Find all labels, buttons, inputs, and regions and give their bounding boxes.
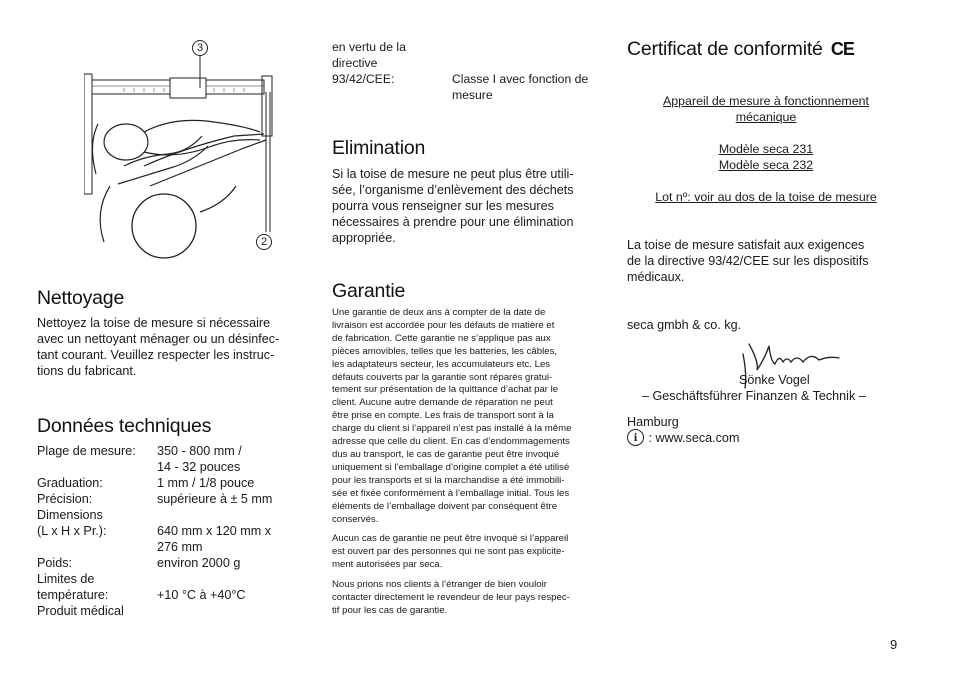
directive-label-line: directive xyxy=(332,56,378,70)
tech-value: 350 - 800 mm / xyxy=(157,444,242,458)
warranty-line: est ouvert par des personnes qui ne sont pas explicite- xyxy=(332,546,565,558)
cleaning-line: tions du fabricant. xyxy=(37,364,137,378)
ce-mark: CE xyxy=(830,39,854,59)
warranty-line: Nous prions nos clients à l’étranger de bien vouloir xyxy=(332,579,547,591)
tech-value: 276 mm xyxy=(157,540,203,554)
elimination-text xyxy=(332,166,607,246)
elimination-line: appropriée. xyxy=(332,231,396,245)
signer-name: Sönke Vogel xyxy=(739,373,810,387)
tech-heading: Données techniques xyxy=(37,415,212,437)
device-type-line-2: mécanique xyxy=(735,110,797,124)
directive-value-line: Classe I avec fonction de xyxy=(452,72,589,86)
tech-label: Limites de xyxy=(37,572,95,586)
warranty-line: charge du client si l’appareil n’est pas installé à la même xyxy=(332,423,572,435)
warranty-line: Aucun cas de garantie ne peut être invoqué si l’appareil xyxy=(332,533,569,545)
warranty-line: défauts couverts par la garantie sont réparés gratui- xyxy=(332,371,553,383)
directive-value xyxy=(452,71,612,103)
elimination-heading: Elimination xyxy=(332,137,426,159)
tech-table xyxy=(37,443,317,623)
warranty-line: tement sur présentation de la quittance d’achat par le xyxy=(332,384,559,396)
company-name: seca gmbh & co. kg. xyxy=(627,318,742,332)
cleaning-heading: Nettoyage xyxy=(37,287,125,309)
elimination-line: nécessaires à prendre pour une élimination xyxy=(332,215,574,229)
certificate-title: Certificat de conformité xyxy=(627,38,823,60)
warranty-paragraph-1 xyxy=(332,307,612,526)
warranty-paragraph-2 xyxy=(332,533,612,572)
directive-label-line: en vertu de la xyxy=(332,40,406,54)
page-number: 9 xyxy=(890,637,898,652)
warranty-line: uniquement si l’emballage d’origine complet a été utilisé xyxy=(332,461,570,473)
tech-value: +10 °C à +40°C xyxy=(157,588,246,602)
tech-value: environ 2000 g xyxy=(157,556,241,570)
tech-value: 14 - 32 pouces xyxy=(157,460,241,474)
tech-label: Précision: xyxy=(37,492,93,506)
warranty-paragraph-3 xyxy=(332,579,612,618)
callout-3: 3 xyxy=(192,40,208,56)
warranty-line: éléments de l’emballage doivent par conséquent être xyxy=(332,500,558,512)
warranty-line: de fabrication. Cette garantie ne s’applique pas aux xyxy=(332,332,551,344)
certificate-heading xyxy=(627,38,854,61)
info-row xyxy=(627,429,739,447)
measuring-illustration xyxy=(84,36,284,266)
cleaning-line: tant courant. Veuillez respecter les instruc- xyxy=(37,348,275,362)
elimination-line: Si la toise de mesure ne peut plus être utili- xyxy=(332,167,574,181)
warranty-text xyxy=(332,307,612,625)
cleaning-line: Nettoyez la toise de mesure si nécessaire xyxy=(37,316,271,330)
lot-number: Lot nº: voir au dos de la toise de mesure xyxy=(655,190,877,204)
warranty-line: client. Aucune autre demande de réparation ne peut xyxy=(332,397,553,409)
warranty-line: adresse que celle du client. En cas d’endommagements xyxy=(332,436,570,448)
warranty-line: pièces amovibles, telles que les batteries, les câbles, xyxy=(332,345,558,357)
tech-label: Dimensions xyxy=(37,508,103,522)
website-link[interactable]: : www.seca.com xyxy=(648,430,740,445)
warranty-line: ment autorisées par seca. xyxy=(332,559,443,571)
warranty-line: contacter directement le revendeur de leur pays respec- xyxy=(332,592,570,604)
callout-2: 2 xyxy=(256,234,272,250)
warranty-line: conservés. xyxy=(332,513,379,525)
tech-value: 640 mm x 120 mm x xyxy=(157,524,272,538)
directive-label-line: 93/42/CEE: xyxy=(332,72,395,86)
warranty-line: les adaptateurs secteur, les accumulateurs etc. Les xyxy=(332,358,551,370)
conformity-statement xyxy=(627,237,907,285)
warranty-line: sée et fixée conformément à l’emballage initial. Tous les xyxy=(332,487,570,499)
signer-title: – Geschäftsführer Finanzen & Technik – xyxy=(642,389,866,403)
statement-line: médicaux. xyxy=(627,270,685,284)
infant-measuring-drawing xyxy=(84,36,284,266)
warranty-line: être prise en compte. Les frais de transport sont à la xyxy=(332,410,554,422)
directive-value-line: mesure xyxy=(452,88,493,102)
model-231: Modèle seca 231 xyxy=(718,142,814,156)
tech-label: Poids: xyxy=(37,556,73,570)
tech-label: Plage de mesure: xyxy=(37,444,136,458)
city: Hamburg xyxy=(627,415,679,429)
tech-label: température: xyxy=(37,588,109,602)
tech-label: Graduation: xyxy=(37,476,103,490)
tech-label: Produit médical xyxy=(37,604,124,618)
model-232: Modèle seca 232 xyxy=(718,158,814,172)
info-icon: i xyxy=(627,429,644,446)
device-type-line-1: Appareil de mesure à fonctionnement xyxy=(663,94,869,108)
elimination-line: sée, l’organisme d’enlèvement des déchets xyxy=(332,183,574,197)
tech-value: 1 mm / 1/8 pouce xyxy=(157,476,255,490)
warranty-heading: Garantie xyxy=(332,280,406,302)
statement-line: La toise de mesure satisfait aux exigences xyxy=(627,238,865,252)
tech-label: (L x H x Pr.): xyxy=(37,524,107,538)
warranty-line: tif pour les cas de garantie. xyxy=(332,604,448,616)
tech-value: supérieure à ± 5 mm xyxy=(157,492,273,506)
warranty-line: pour les transports et si la marchandise a été immobili- xyxy=(332,474,565,486)
warranty-line: dus au transport, le cas de garantie peut être invoqué xyxy=(332,448,560,460)
warranty-line: livraison est accordée pour les défauts de matière et xyxy=(332,319,555,331)
statement-line: de la directive 93/42/CEE sur les dispositifs xyxy=(627,254,869,268)
cleaning-text xyxy=(37,315,307,379)
directive-label xyxy=(332,39,442,87)
elimination-line: pourra vous renseigner sur les mesures xyxy=(332,199,554,213)
cleaning-line: avec un nettoyant ménager ou un désinfec- xyxy=(37,332,280,346)
warranty-line: Une garantie de deux ans à compter de la date de xyxy=(332,307,546,318)
